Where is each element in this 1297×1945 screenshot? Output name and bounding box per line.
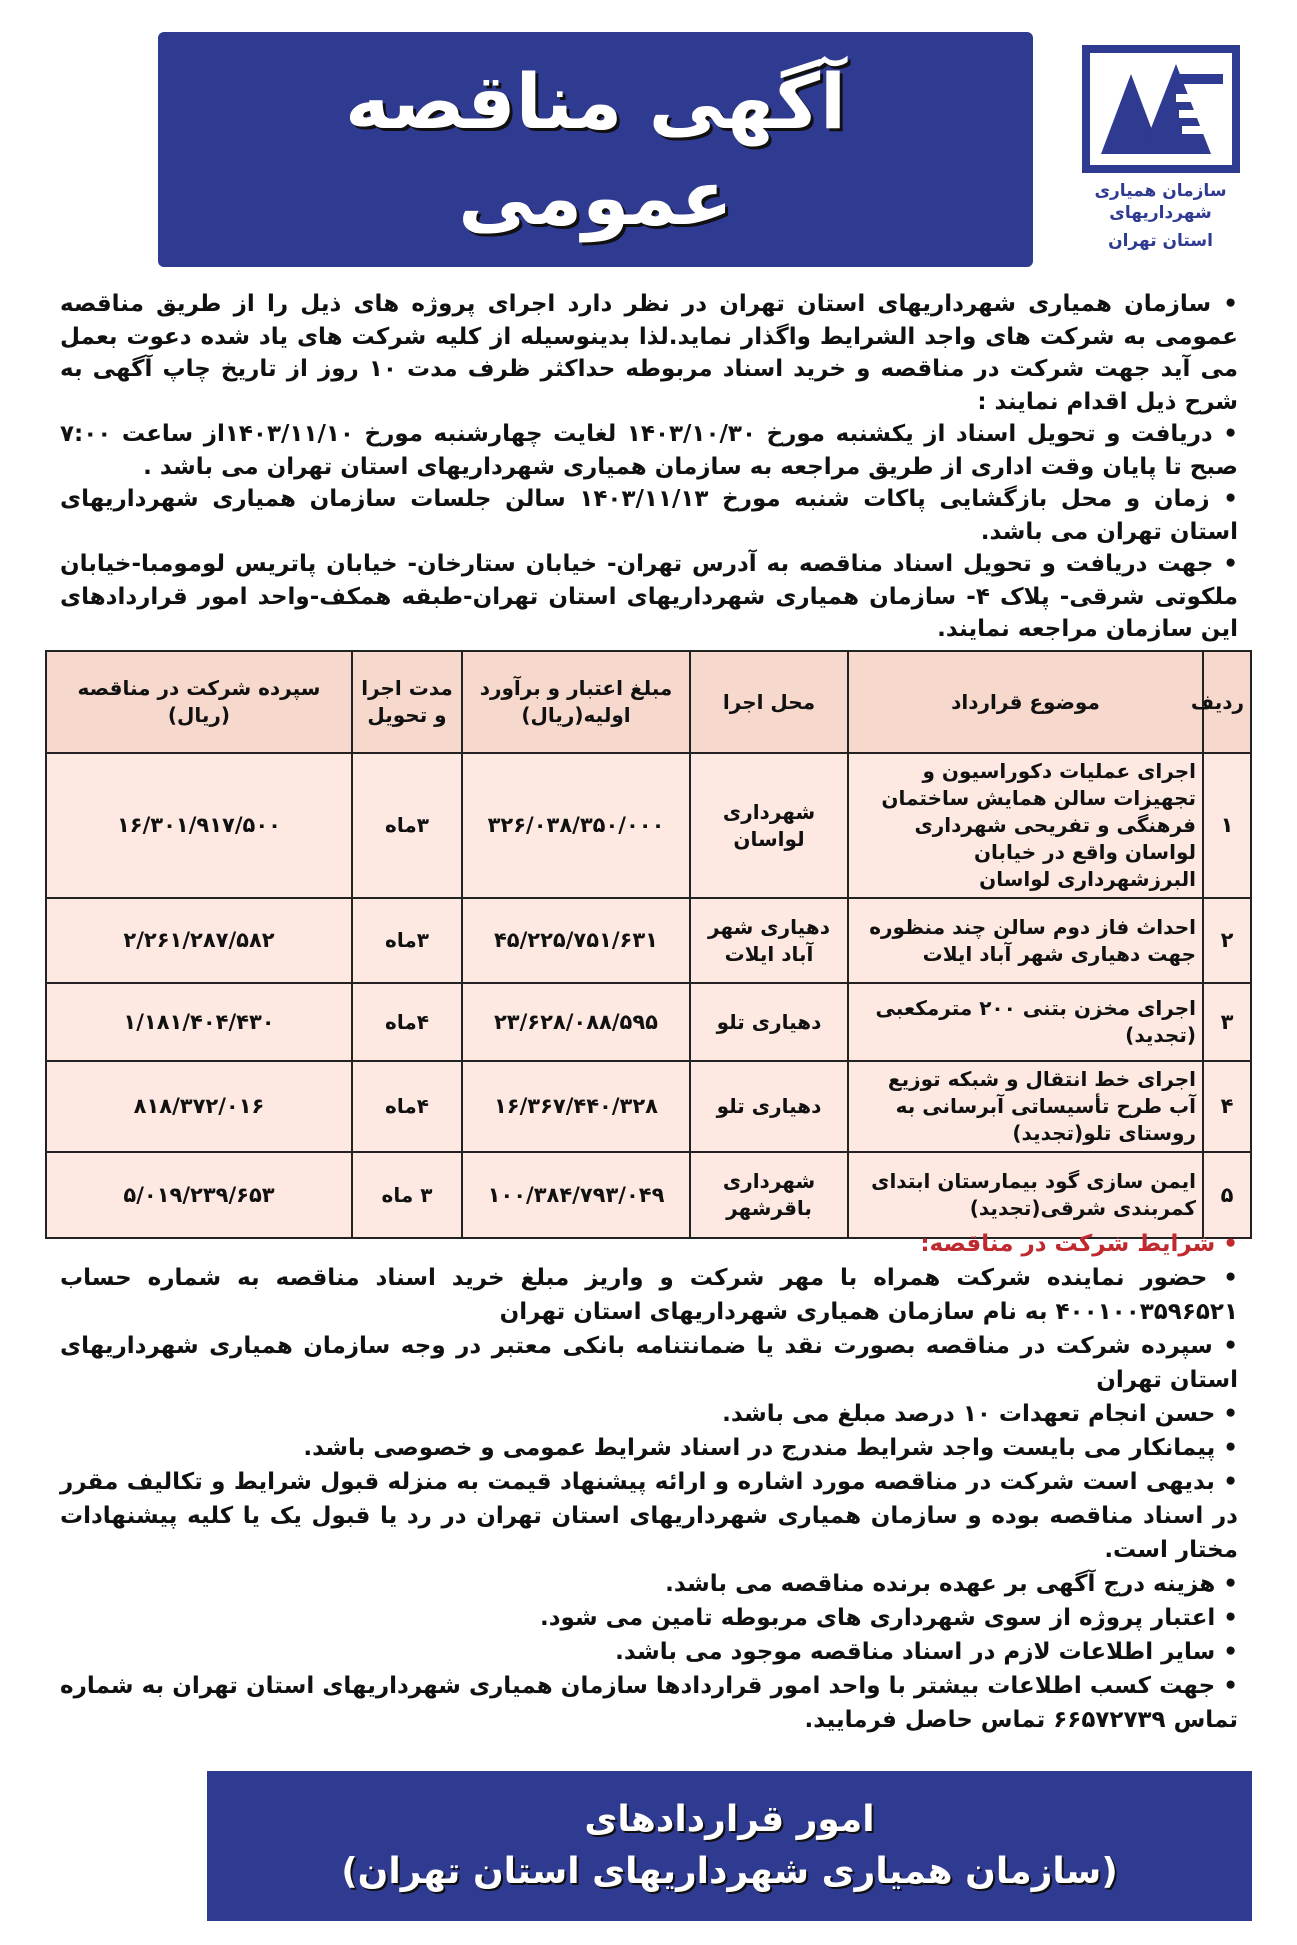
- footer-banner: [207, 1771, 1252, 1921]
- cell-location: شهرداری لواسان: [690, 753, 848, 898]
- condition-item: • جهت کسب اطلاعات بیشتر با واحد امور قراردادها سازمان همیاری شهرداریهای استان تهران به شماره تماس ۶۶۵۷۲۷۳۹ تماس حاصل فرمایید.: [60, 1673, 1238, 1733]
- title-line-2: عمومی: [458, 152, 733, 242]
- table-row: [46, 1152, 1251, 1238]
- cell-budget: ۱۰۰/۳۸۴/۷۹۳/۰۴۹: [462, 1152, 690, 1238]
- footer-line-2: (سازمان همیاری شهرداریهای استان تهران): [341, 1851, 1118, 1892]
- cell-duration: ۳ ماه: [352, 1152, 462, 1238]
- condition-item: • حضور نماینده شرکت همراه با مهر شرکت و واریز مبلغ خرید اسناد مناقصه به شماره حساب ۴۰۰۱۰۰۳۵۹۶۵۲۱ به نام سازمان همیاری شهرداریهای استان تهران: [60, 1265, 1238, 1325]
- logo-text-line-1: سازمان همیاری شهرداریهای: [1094, 181, 1227, 223]
- cell-budget: ۴۵/۲۲۵/۷۵۱/۶۳۱: [462, 898, 690, 983]
- header-subject: موضوع قرارداد: [848, 651, 1203, 753]
- table-row: [46, 898, 1251, 983]
- cell-subject: ایمن سازی گود بیمارستان ابتدای کمربندی شرقی(تجدید): [848, 1152, 1203, 1238]
- header-duration: مدت اجرا و تحویل: [352, 651, 462, 753]
- organization-logo: [1043, 32, 1278, 267]
- cell-deposit: ۱/۱۸۱/۴۰۴/۴۳۰: [46, 983, 352, 1061]
- cell-deposit: ۵/۰۱۹/۲۳۹/۶۵۳: [46, 1152, 352, 1238]
- cell-budget: ۳۲۶/۰۳۸/۳۵۰/۰۰۰: [462, 753, 690, 898]
- header-row-number: ردیف: [1203, 651, 1251, 753]
- cell-budget: ۱۶/۳۶۷/۴۴۰/۳۲۸: [462, 1061, 690, 1152]
- condition-item: • پیمانکار می بایست واجد شرایط مندرج در اسناد شرایط عمومی و خصوصی باشد.: [303, 1435, 1238, 1461]
- table-row: [46, 753, 1251, 898]
- cell-subject: اجرای مخزن بتنی ۲۰۰ مترمکعبی (تجدید): [848, 983, 1203, 1061]
- table-row: [46, 983, 1251, 1061]
- cell-subject: احداث فاز دوم سالن چند منظوره جهت دهیاری شهر آباد ایلات: [848, 898, 1203, 983]
- projects-table-wrapper: [45, 650, 1250, 1239]
- header: [158, 32, 1278, 267]
- title-line-1: آگهی مناقصه: [344, 56, 847, 146]
- condition-item: • حسن انجام تعهدات ۱۰ درصد مبلغ می باشد.: [722, 1401, 1238, 1427]
- intro-paragraph-1: • سازمان همیاری شهرداریهای استان تهران در نظر دارد اجرای پروژه های ذیل را از طریق مناقصه عمومی به شرکت های واجد الشرایط واگذار نماید.لذا بدینوسیله از کلیه شرکت های یاد شده دعوت بعمل می آید جهت شرکت در مناقصه و خرید اسناد مربوطه حداکثر ظرف مدت ۱۰ روز از تاریخ چاپ آگهی به شرح ذیل اقدام نمایند :: [60, 291, 1238, 415]
- header-budget: مبلغ اعتبار و برآورد اولیه(ریال): [462, 651, 690, 753]
- logo-emblem-icon: [1081, 44, 1241, 174]
- footer-line-1: امور قراردادهای: [584, 1799, 875, 1840]
- cell-duration: ۴ماه: [352, 1061, 462, 1152]
- cell-location: دهیاری تلو: [690, 1061, 848, 1152]
- logo-text-line-2: استان تهران: [1108, 231, 1213, 251]
- cell-location: دهیاری شهر آباد ایلات: [690, 898, 848, 983]
- header-location: محل اجرا: [690, 651, 848, 753]
- cell-row-number: ۲: [1203, 898, 1251, 983]
- cell-duration: ۳ماه: [352, 898, 462, 983]
- intro-paragraph-3: • زمان و محل بازگشایی پاکات شنبه مورخ ۱۴۰۳/۱۱/۱۳ سالن جلسات سازمان همیاری شهرداریهای استان تهران می باشد.: [60, 486, 1238, 545]
- condition-item: • سپرده شرکت در مناقصه بصورت نقد یا ضمانتنامه بانکی معتبر در وجه سازمان همیاری شهرداریهای استان تهران: [60, 1333, 1238, 1393]
- table-header-row: [46, 651, 1251, 753]
- cell-location: دهیاری تلو: [690, 983, 848, 1061]
- cell-duration: ۴ماه: [352, 983, 462, 1061]
- cell-row-number: ۳: [1203, 983, 1251, 1061]
- cell-row-number: ۵: [1203, 1152, 1251, 1238]
- condition-item: • اعتبار پروژه از سوی شهرداری های مربوطه تامین می شود.: [539, 1605, 1238, 1631]
- cell-row-number: ۴: [1203, 1061, 1251, 1152]
- intro-section: [60, 288, 1238, 646]
- cell-row-number: ۱: [1203, 753, 1251, 898]
- conditions-section: [60, 1227, 1238, 1737]
- title-box: [158, 32, 1033, 267]
- cell-deposit: ۸۱۸/۳۷۲/۰۱۶: [46, 1061, 352, 1152]
- condition-item: • سایر اطلاعات لازم در اسناد مناقصه موجود می باشد.: [615, 1639, 1238, 1665]
- projects-table: [45, 650, 1252, 1239]
- cell-subject: اجرای خط انتقال و شبکه توزیع آب طرح تأسیساتی آبرسانی به روستای تلو(تجدید): [848, 1061, 1203, 1152]
- header-deposit: سپرده شرکت در مناقصه (ریال): [46, 651, 352, 753]
- cell-subject: اجرای عملیات دکوراسیون و تجهیزات سالن همایش ساختمان فرهنگی و تفریحی شهرداری لواسان واقع در خیابان البرزشهرداری لواسان: [848, 753, 1203, 898]
- intro-paragraph-4: • جهت دریافت و تحویل اسناد مناقصه به آدرس تهران- خیابان ستارخان- خیابان پاتریس لومومبا-خیابان ملکوتی شرقی- پلاک ۴- سازمان همیاری شهرداریهای استان تهران-طبقه همکف-واحد امور قراردادهای این سازمان مراجعه نمایند.: [60, 551, 1238, 642]
- conditions-title: • شرایط شرکت در مناقصه:: [920, 1231, 1238, 1257]
- intro-paragraph-2: • دریافت و تحویل اسناد از یکشنبه مورخ ۱۴۰۳/۱۰/۳۰ لغایت چهارشنبه مورخ ۱۴۰۳/۱۱/۱۰از ساعت ۷:۰۰ صبح تا پایان وقت اداری از طریق مراجعه به سازمان همیاری شهرداریهای استان تهران می باشد .: [60, 421, 1238, 480]
- cell-deposit: ۲/۲۶۱/۲۸۷/۵۸۲: [46, 898, 352, 983]
- cell-deposit: ۱۶/۳۰۱/۹۱۷/۵۰۰: [46, 753, 352, 898]
- condition-item: • هزینه درج آگهی بر عهده برنده مناقصه می باشد.: [665, 1571, 1238, 1597]
- cell-duration: ۳ماه: [352, 753, 462, 898]
- table-row: [46, 1061, 1251, 1152]
- cell-budget: ۲۳/۶۲۸/۰۸۸/۵۹۵: [462, 983, 690, 1061]
- condition-item: • بدیهی است شرکت در مناقصه مورد اشاره و ارائه پیشنهاد قیمت به منزله قبول شرایط و تکالیف مقرر در اسناد مناقصه بوده و سازمان همیاری شهرداریهای استان تهران در رد یا قبول یک یا کلیه پیشنهادات مختار است.: [60, 1469, 1238, 1563]
- cell-location: شهرداری باقرشهر: [690, 1152, 848, 1238]
